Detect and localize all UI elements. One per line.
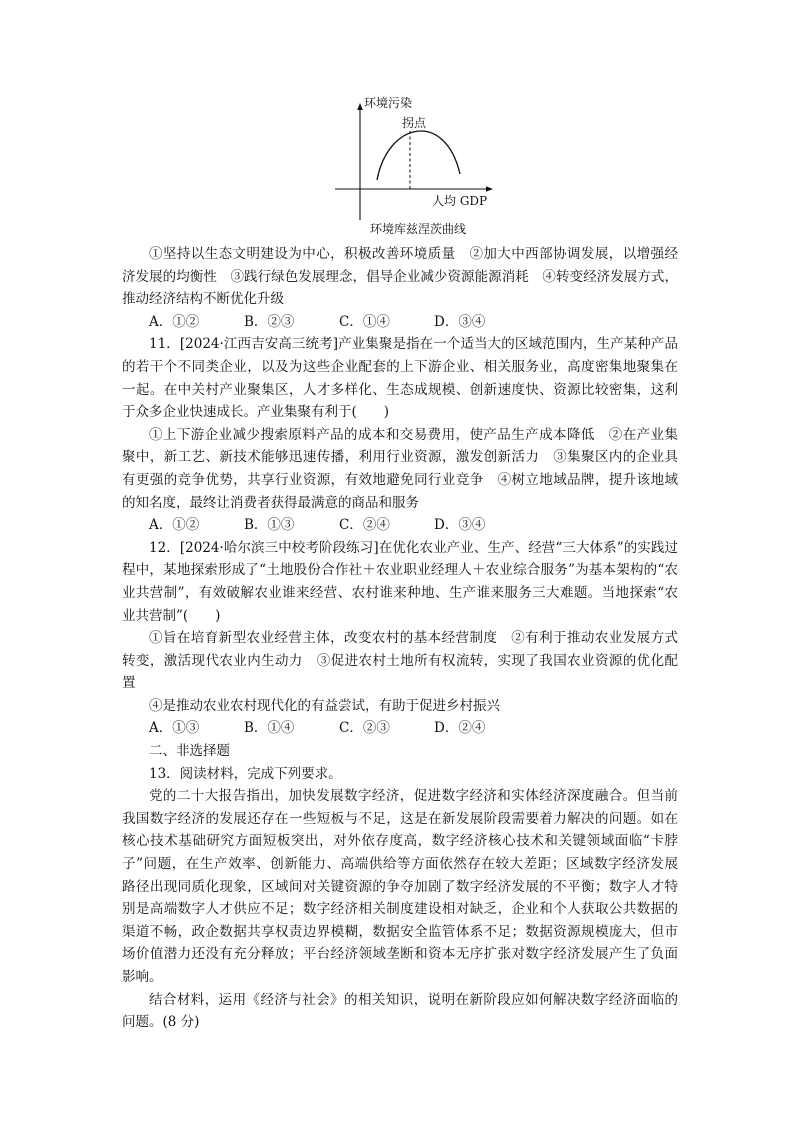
q13-material-line: 路径出现同质化现象，区域间对关键资源的争夺加剧了数字经济发展的不平衡；数字人才特	[122, 878, 678, 895]
option-a: A．①②	[149, 313, 200, 330]
option-d: D．③④	[434, 313, 486, 330]
q10-statement-line: ①坚持以生态文明建设为中心，积极改善环境质量 ②加大中西部协调发展，以增强经	[149, 246, 678, 262]
x-axis-label: 人均 GDP	[432, 194, 488, 208]
q13-material-line: 党的二十大报告指出，加快发展数字经济，促进数字经济和实体经济深度融合。但当前	[149, 788, 678, 805]
y-axis-arrow	[357, 103, 363, 110]
q12-stem-line: 业共营制”，有效破解农业谁来经营、农村谁来种地、生产谁来服务三大难题。当地探索“农	[122, 584, 678, 601]
q12-statement-line: 转变，激活现代农业内生动力 ③促进农村土地所有权流转，实现了我国农业资源的优化配	[122, 652, 678, 669]
q13-material-line: 子”问题，在生产效率、创新能力、高端供给等方面依然存在较大差距；区域数字经济发展	[122, 856, 678, 873]
option-b: B．①③	[244, 517, 295, 534]
q12-options	[122, 717, 678, 740]
q11-statement-line: 聚中，新工艺、新技术能够迅速传播，利用行业资源，激发创新活力 ③集聚区内的企业具	[122, 449, 678, 466]
q11-stem-line: 一起。在中关村产业聚集区，人才多样化、生态成规模、创新速度快、资源比较密集，这利	[122, 381, 678, 398]
q13-material-line: 我国数字经济的发展还存在一些短板与不足，这是在新发展阶段需要着力解决的问题。如在	[122, 810, 678, 827]
q11-statement-line: ①上下游企业减少搜索原料产品的成本和交易费用，使产品生产成本降低 ②在产业集	[149, 426, 678, 443]
q11-options	[122, 514, 678, 537]
q13-stem-line: 13．阅读材料，完成下列要求。	[149, 765, 342, 782]
section-heading: 二、非选择题	[149, 743, 230, 760]
q13-material-line: 别是高端数字人才供应不足；数字经济相关制度建设相对缺乏，企业和个人获取公共数据的	[122, 901, 678, 918]
option-c: C．①④	[339, 313, 390, 330]
figure-caption: 环境库兹涅茨曲线	[370, 222, 467, 236]
option-d: D．②④	[434, 720, 486, 737]
option-a: A．①②	[149, 517, 200, 534]
q13-material-line: 渠道不畅，政企数据共享权责边界模糊，数据安全监管体系不足；数据资源规模庞大，但市	[122, 923, 678, 940]
q11-statement-line: 有更强的竞争优势，共享行业资源，有效地避免同行业竞争 ④树立地域品牌，提升该地域	[122, 471, 678, 488]
q12-statement-line: 置	[122, 675, 136, 692]
q13-material-line: 影响。	[122, 969, 163, 985]
q11-stem-line: 于众多企业快速成长。产业集聚有利于( )	[122, 404, 390, 421]
y-axis-label: 环境污染	[364, 96, 413, 110]
q13-material-line: 场价值潜力还没有充分释放；平台经济领域垄断和资本无序扩张对数字经济发展产生了负面	[122, 946, 678, 963]
option-b: B．②③	[244, 313, 295, 330]
option-a: A．①③	[149, 720, 200, 737]
kuznets-curve-figure	[320, 92, 500, 237]
option-d: D．③④	[434, 517, 486, 534]
q10-statement-line: 推动经济结构不断优化升级	[122, 291, 284, 308]
option-b: B．①④	[244, 720, 295, 737]
q11-statement-line: 的知名度，最终让消费者获得最满意的商品和服务	[122, 494, 419, 511]
q10-options	[122, 311, 678, 334]
question-content	[122, 243, 678, 1034]
q13-requirement-line: 结合材料，运用《经济与社会》的相关知识，说明在新阶段应如何解决数字经济面临的	[149, 991, 678, 1008]
q12-stem-line: 程中，某地探索形成了“土地股份合作社＋农业职业经理人＋农业综合服务”为基本架构的“农	[122, 562, 678, 579]
q13-material-line: 核心技术基础研究方面短板突出，对外依存度高，数字经济核心技术和关键领域面临“卡脖	[122, 833, 678, 850]
q12-statement-line: ①旨在培育新型农业经营主体，改变农村的基本经营制度 ②有利于推动农业发展方式	[149, 630, 678, 647]
kuznets-curve	[377, 131, 460, 180]
q12-statement-line: ④是推动农业农村现代化的有益尝试，有助于促进乡村振兴	[149, 697, 500, 714]
q11-stem-line: 的若干个不同类企业，以及为这些企业配套的上下游企业、相关服务业，高度密集地聚集在	[122, 358, 678, 375]
peak-label: 拐点	[402, 116, 427, 130]
q12-stem-line: 业共营制”( )	[122, 607, 221, 624]
q11-stem-line: 11．[2024·江西吉安高三统考]产业集聚是指在一个适当大的区域范围内，生产某种产品	[149, 336, 678, 353]
option-c: C．②③	[339, 720, 390, 737]
x-axis-arrow	[486, 186, 493, 192]
option-c: C．②④	[339, 517, 390, 534]
q10-statement-line: 济发展的均衡性 ③践行绿色发展理念，倡导企业减少资源能源消耗 ④转变经济发展方式，	[122, 268, 678, 285]
q13-requirement-line: 问题。(8 分)	[122, 1014, 200, 1031]
q12-stem-line: 12．[2024·哈尔滨三中校考阶段练习]在优化农业产业、生产、经营“三大体系”的实践过	[149, 539, 678, 556]
